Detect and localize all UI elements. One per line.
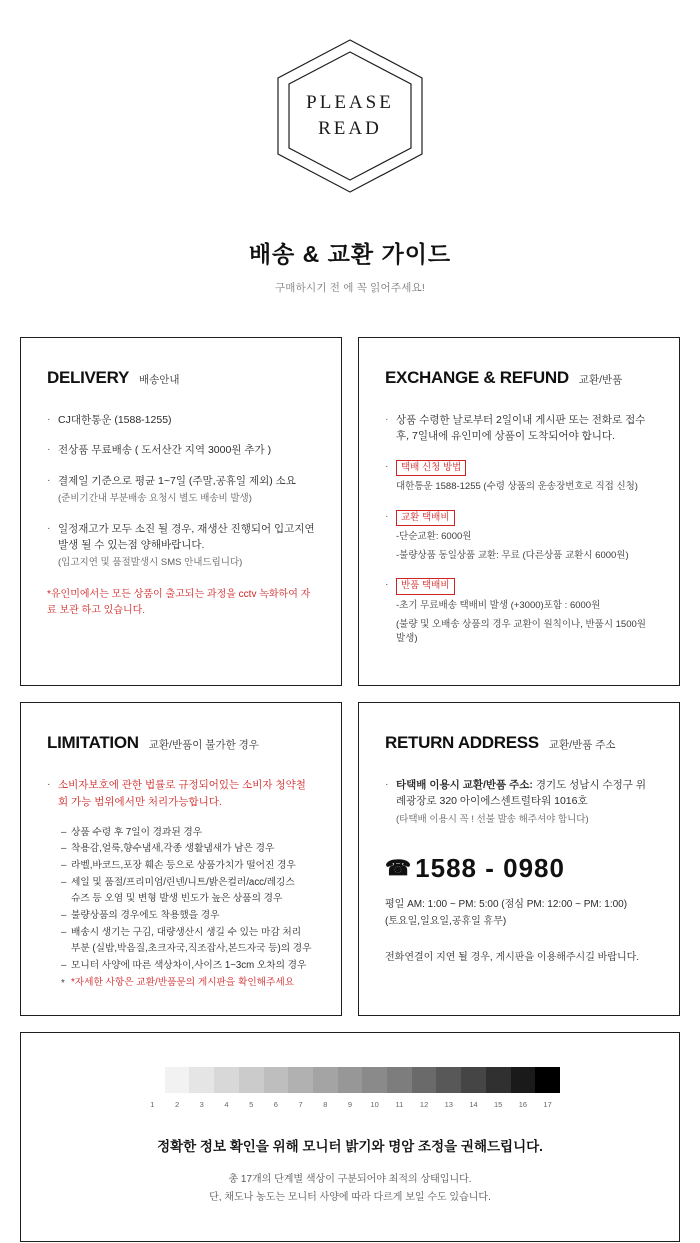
- list-item: – 라벨,바코드,포장 훼손 등으로 상품가치가 떨어진 경우: [61, 858, 315, 875]
- list-item: [47, 473, 315, 507]
- scale-label: 11: [395, 1100, 404, 1110]
- list-item: 부분 (실밥,박음질,초크자국,직조잡사,본드자국 등)의 경우: [71, 943, 312, 955]
- page-header: [0, 0, 700, 295]
- return-closing-note: 전화연결이 지연 될 경우, 게시판을 이용해주시길 바랍니다.: [385, 952, 640, 964]
- card-exchange-header: [385, 368, 653, 388]
- list-item: [385, 577, 653, 647]
- page-subtitle: 구매하시기 전 에 꼭 읽어주세요!: [274, 282, 426, 294]
- scale-label: 8: [323, 1100, 328, 1110]
- business-hours: [385, 896, 653, 930]
- page-title: 배송 & 교환 가이드: [248, 241, 452, 267]
- exchange-tag-apply: 택배 신청 방법: [396, 460, 466, 476]
- list-item: – 모니터 사양에 따른 색상차이,사이즈 1~3cm 오차의 경우: [61, 958, 315, 975]
- card-return-header: [385, 733, 653, 753]
- list-item: [385, 777, 653, 827]
- list-item: [385, 459, 653, 495]
- scale-label: 4: [224, 1100, 229, 1110]
- scale-label: 17: [543, 1100, 552, 1110]
- card-limitation-header: [47, 733, 315, 753]
- exchange-intro: 상품 수령한 날로부터 2일이내 게시판 또는 전화로 접수 후, 7일내에 유인미에 상품이 도착되어야 합니다.: [396, 414, 646, 443]
- card-return-title-kr: 교환/반품 주소: [548, 739, 616, 752]
- business-hours-weekday: 평일 AM: 1:00 ~ PM: 5:00 (점심 PM: 12:00 ~ PM: 1:00): [385, 899, 628, 911]
- swatch: [239, 1067, 264, 1093]
- card-delivery-title: DELIVERY: [47, 368, 129, 387]
- swatch: [511, 1067, 536, 1093]
- list-item: [47, 777, 315, 811]
- card-delivery-title-kr: 배송안내: [139, 374, 180, 386]
- scale-label: 16: [518, 1100, 528, 1110]
- card-delivery-header: [47, 368, 315, 388]
- list-item: [47, 442, 315, 458]
- badge-line-1: PLEASE: [306, 92, 394, 114]
- delivery-item-sub: (준비기간내 부분배송 요청시 별도 배송비 발생): [58, 492, 252, 504]
- refund-fee-line-1: -초기 무료배송 택배비 발생 (+3000)포함 : 6000원: [396, 599, 601, 611]
- list-item: – 배송시 생기는 구김, 대량생산시 생길 수 있는 마감 처리: [61, 925, 315, 942]
- card-return-title: RETURN ADDRESS: [385, 733, 539, 753]
- return-address-list: [385, 777, 653, 827]
- swatch: [338, 1067, 363, 1093]
- monitor-calibration-title: 정확한 정보 확인을 위해 모니터 밝기와 명암 조정을 권해드립니다.: [157, 1139, 543, 1155]
- list-item: – 착용감,얼룩,향수냄새,각종 생활냄새가 남은 경우: [61, 841, 315, 858]
- exchange-list: [385, 412, 653, 647]
- return-address-value: 경기도 성남시 수정구 위례광장로 320 아이에스센트럴타워 1016호: [396, 779, 646, 808]
- please-read-badge: [270, 36, 430, 196]
- card-delivery: [20, 337, 342, 686]
- exchange-apply-line: 대한통운 1588-1255 (수령 상품의 운송장번호로 직접 신청): [396, 480, 638, 492]
- scale-label: 6: [273, 1100, 278, 1110]
- limitation-lead-list: [47, 777, 315, 811]
- scale-label: 7: [298, 1100, 303, 1110]
- card-limitation-title: LIMITATION: [47, 733, 139, 753]
- swatch: [165, 1067, 190, 1093]
- delivery-item-text: 전상품 무료배송 ( 도서산간 지역 3000원 추가 ): [58, 444, 272, 457]
- swatch: [362, 1067, 387, 1093]
- scale-label: 1: [150, 1100, 155, 1110]
- exchange-fee-line-1: -단순교환: 6000원: [396, 531, 472, 543]
- card-return-address: [358, 702, 680, 1016]
- return-address-note: (타택배 이용시 꼭 ! 선불 발송 해주셔야 합니다): [396, 813, 589, 825]
- swatch: [313, 1067, 338, 1093]
- scale-label: 12: [419, 1100, 429, 1110]
- swatch: [140, 1067, 165, 1093]
- swatch: [189, 1067, 214, 1093]
- exchange-tag-fee: 교환 택배비: [396, 510, 455, 526]
- refund-tag-fee: 반품 택배비: [396, 578, 455, 594]
- card-exchange-refund: [358, 337, 680, 686]
- scale-label: 5: [249, 1100, 254, 1110]
- list-item: – 상품 수령 후 7일이 경과된 경우: [61, 825, 315, 842]
- limitation-lead: 소비자보호에 관한 법률로 규정되어있는 소비자 청약철회 가능 범위에서만 처리가능합니다.: [58, 779, 306, 808]
- business-hours-closed: (토요일,일요일,공휴일 휴무): [385, 916, 507, 928]
- swatch: [412, 1067, 437, 1093]
- monitor-note-line-2: 단, 채도나 농도는 모니터 사양에 따라 다르게 보일 수도 있습니다.: [209, 1192, 491, 1204]
- refund-fee-line-2: (불량 및 오배송 상품의 경우 교환이 원칙이나, 반품시 1500원 발생): [396, 618, 646, 645]
- phone-number-text: 1588 - 0980: [415, 853, 565, 884]
- swatch: [535, 1067, 560, 1093]
- scale-label: 13: [444, 1100, 453, 1110]
- list-item: 슈즈 등 오염 및 변형 발생 빈도가 높은 상품의 경우: [71, 893, 283, 905]
- swatch: [387, 1067, 412, 1093]
- list-item: – 세일 및 품절/프리미엄/린넨/니트/밝은컬러/acc/레깅스: [61, 875, 315, 892]
- swatch: [461, 1067, 486, 1093]
- scale-label: 3: [199, 1100, 204, 1110]
- delivery-list: [47, 412, 315, 571]
- grayscale-swatch-bar: [140, 1067, 560, 1093]
- return-address-label: 타택배 이용시 교환/반품 주소:: [396, 779, 533, 792]
- scale-label: 14: [469, 1100, 478, 1110]
- limitation-case-list: [47, 825, 315, 992]
- card-monitor-calibration: [20, 1032, 680, 1242]
- swatch: [288, 1067, 313, 1093]
- swatch: [436, 1067, 461, 1093]
- delivery-cctv-note: *유인미에서는 모든 상품이 출고되는 과정을 cctv 녹화하여 자료 보관 하고 있습니다.: [47, 588, 311, 616]
- scale-label: 15: [494, 1100, 503, 1110]
- swatch: [264, 1067, 289, 1093]
- list-item: – 불량상품의 경우에도 착용했을 경우: [61, 908, 315, 925]
- card-exchange-title: EXCHANGE & REFUND: [385, 368, 569, 387]
- list-item: [47, 521, 315, 571]
- list-item: [47, 412, 315, 428]
- swatch: [214, 1067, 239, 1093]
- exchange-fee-line-2: -불량상품 동일상품 교환: 무료 (다른상품 교환시 6000원): [396, 549, 629, 561]
- delivery-item-text: 일정재고가 모두 소진 될 경우, 재생산 진행되어 입고지연 발생 될 수 있는점 양해바랍니다.: [58, 522, 315, 551]
- scale-label: 2: [174, 1100, 180, 1110]
- scale-label: 9: [347, 1100, 353, 1110]
- info-card-grid: [20, 337, 680, 1016]
- limitation-note: * *자세한 사항은 교환/반품문의 게시판을 확인해주세요: [61, 975, 315, 992]
- delivery-item-sub: (입고지연 및 품절발생시 SMS 안내드립니다): [58, 557, 243, 569]
- grayscale-scale-labels: [140, 1100, 560, 1109]
- monitor-calibration-note: [47, 1171, 653, 1207]
- delivery-item-text: CJ대한통운 (1588-1255): [58, 414, 172, 426]
- card-limitation-title-kr: 교환/반품이 불가한 경우: [148, 739, 259, 752]
- monitor-note-line-1: 총 17개의 단계별 색상이 구분되어야 최적의 상태입니다.: [228, 1174, 472, 1186]
- list-item: [385, 509, 653, 564]
- card-limitation: [20, 702, 342, 1016]
- card-exchange-title-kr: 교환/반품: [578, 374, 623, 386]
- swatch: [486, 1067, 511, 1093]
- badge-line-2: READ: [318, 118, 382, 139]
- phone-number[interactable]: [385, 853, 653, 884]
- scale-label: 10: [370, 1100, 379, 1110]
- delivery-item-text: 결제일 기준으로 평균 1~7일 (주말,공휴일 제외) 소요: [58, 474, 296, 487]
- telephone-icon: ☎: [385, 857, 413, 881]
- list-item: [385, 412, 653, 445]
